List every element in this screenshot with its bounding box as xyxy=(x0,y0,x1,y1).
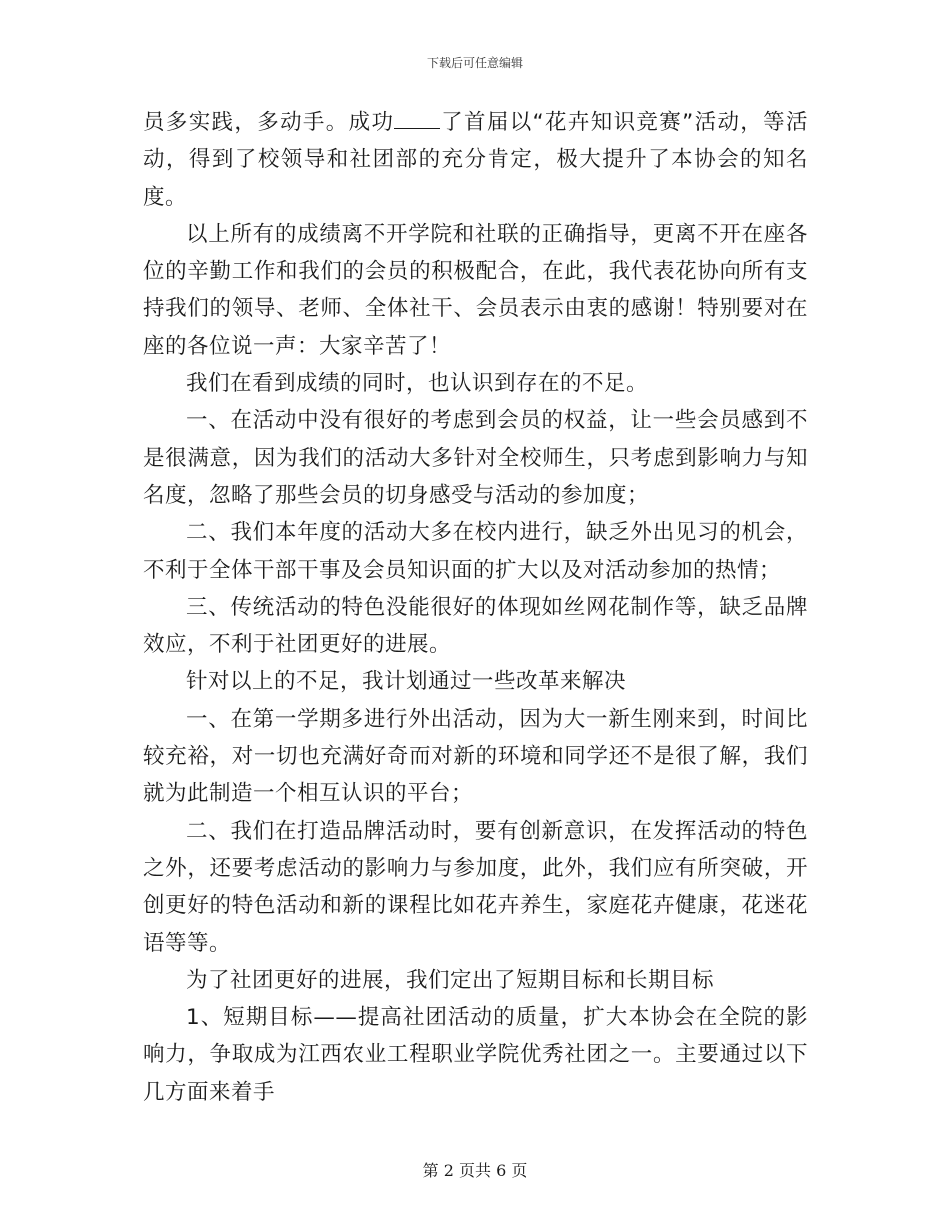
paragraph-shortcoming-3: 三、传统活动的特色没能很好的体现如丝网花制作等，缺乏品牌效应，不利于社团更好的进展。 xyxy=(143,594,808,658)
paragraph-reform-intro: 针对以上的不足，我计划通过一些改革来解决 xyxy=(186,669,627,695)
paragraph-reform-2: 二、我们在打造品牌活动时，要有创新意识，在发挥活动的特色之外，还要考虑活动的影响力与参加度，此外，我们应有所突破，开创更好的特色活动和新的课程比如花卉养生，家庭花卉健康，花迷花语等等。 xyxy=(143,818,808,956)
paragraph-continued xyxy=(143,104,808,216)
fill-in-blank xyxy=(394,108,440,129)
paragraph-goals-intro: 为了社团更好的进展，我们定出了短期目标和长期目标 xyxy=(186,967,715,993)
paragraph-shortcomings-intro: 我们在看到成绩的同时，也认识到存在的不足。 xyxy=(186,371,649,397)
paragraph-short-term-goal: 1、短期目标——提高社团活动的质量，扩大本协会在全院的影响力，争取成为江西农业工程职业学院优秀社团之一。主要通过以下几方面来着手 xyxy=(143,1005,808,1105)
paragraph-text: 员多实践，多动手。成功 xyxy=(143,110,395,135)
document-body xyxy=(143,104,808,1111)
page-footer: 第 2 页共 6 页 xyxy=(422,1161,528,1180)
page-header: 下载后可任意编辑 xyxy=(426,56,523,70)
paragraph-shortcoming-1: 一、在活动中没有很好的考虑到会员的权益，让一些会员感到不是很满意，因为我们的活动大多针对全校师生，只考虑到影响力与知名度，忽略了那些会员的切身感受与活动的参加度； xyxy=(143,408,808,508)
paragraph-shortcoming-2: 二、我们本年度的活动大多在校内进行，缺乏外出见习的机会，不利于全体干部干事及会员知识面的扩大以及对活动参加的热情； xyxy=(143,520,808,583)
paragraph-reform-1: 一、在第一学期多进行外出活动，因为大一新生刚来到，时间比较充裕，对一切也充满好奇而对新的环境和同学还不是很了解，我们就为此制造一个相互认识的平台； xyxy=(143,706,808,807)
paragraph-thanks: 以上所有的成绩离不开学院和社联的正确指导，更离不开在座各位的辛勤工作和我们的会员的积极配合，在此，我代表花协向所有支持我们的领导、老师、全体社干、会员表示由衷的感谢！特别要对在座的各位说一声：大家辛苦了！ xyxy=(143,221,808,359)
paragraph-text: 了首届以“花卉知识竞赛”活动，等活动，得到了校领导和社团部的充分肯定，极大提升了本协会的知名度。 xyxy=(143,110,808,210)
